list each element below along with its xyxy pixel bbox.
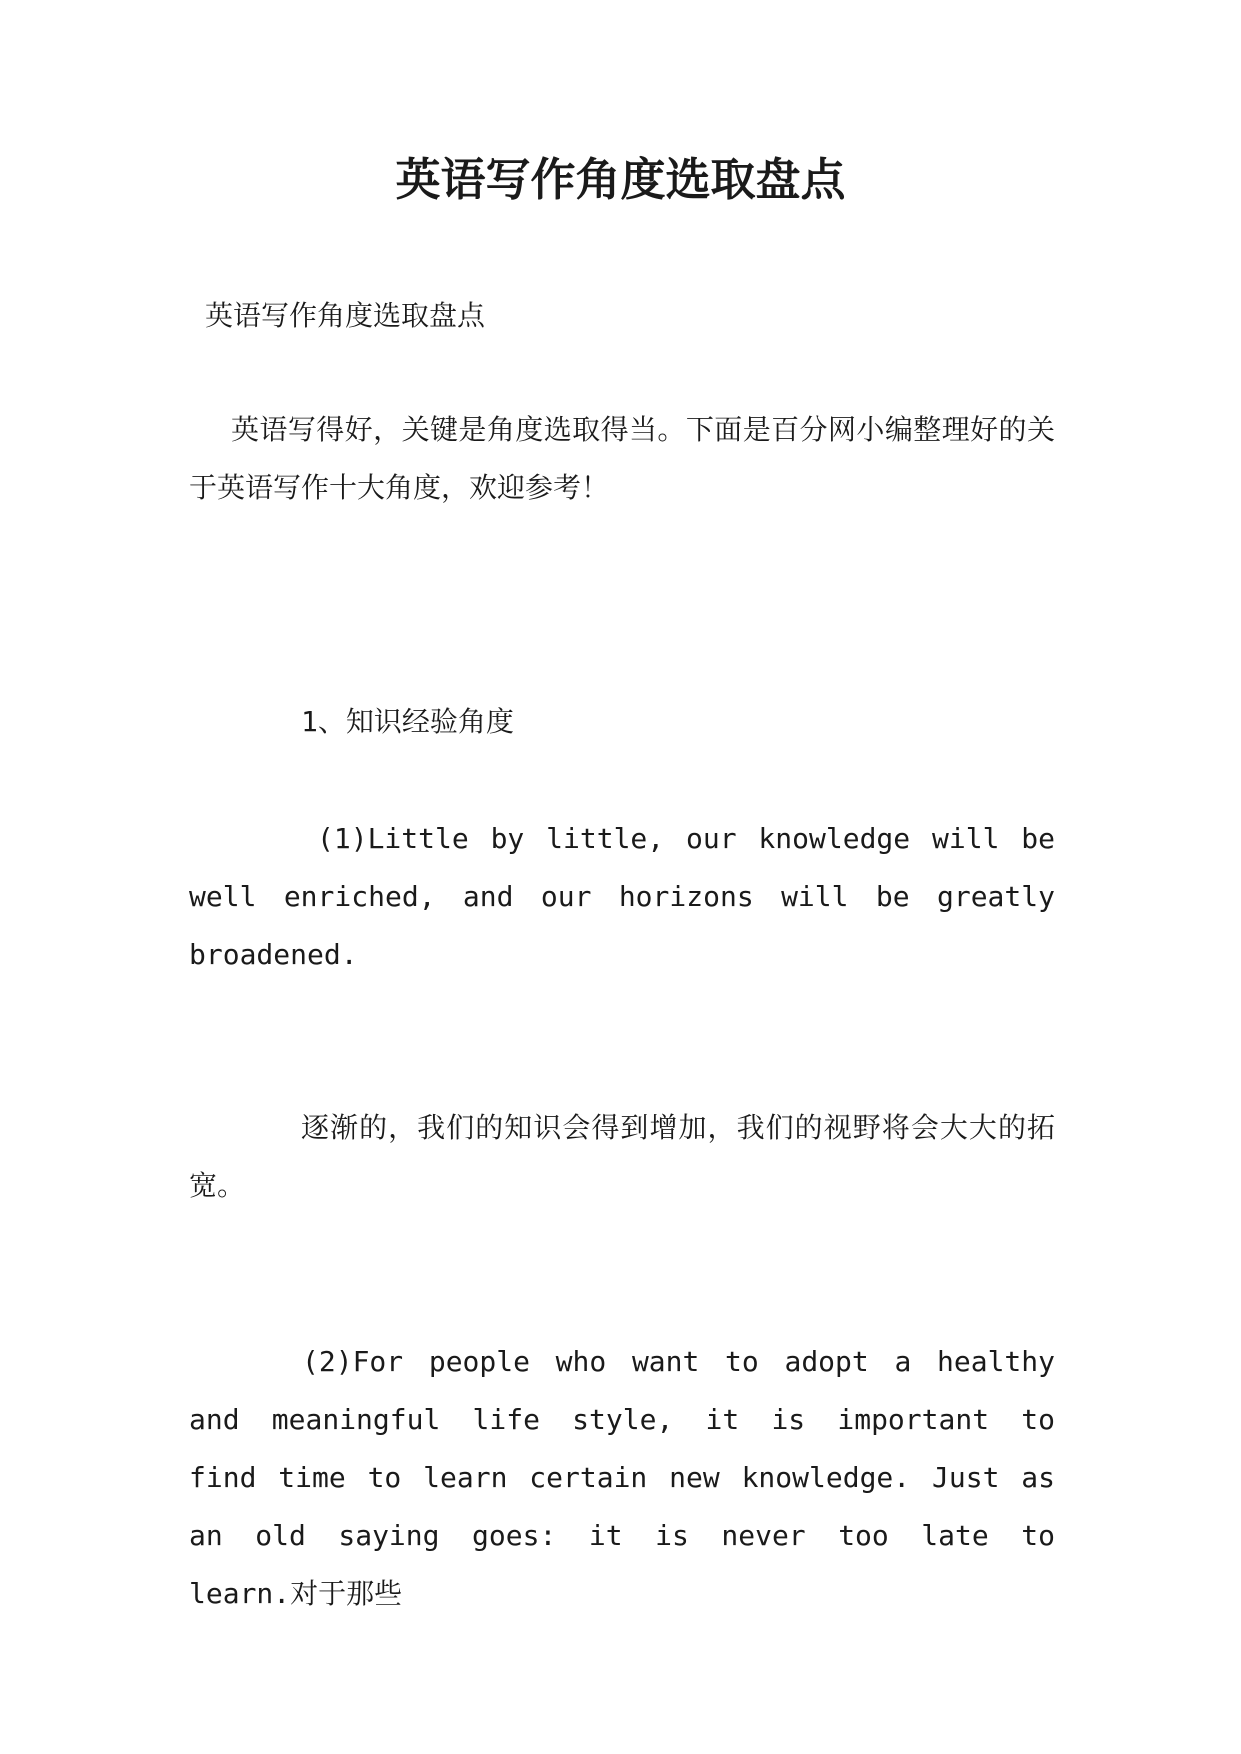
example-1-english: (1)Little by little, our knowledge will be well enriched, and our horizons will be greatly broadened. — [189, 822, 1055, 971]
document-title: 英语写作角度选取盘点 — [395, 153, 846, 206]
intro-paragraph: 英语写得好，关键是角度选取得当。下面是百分网小编整理好的关于英语写作十大角度，欢迎参考！ — [189, 413, 1055, 504]
example-1-chinese: 逐渐的，我们的知识会得到增加，我们的视野将会大大的拓宽。 — [189, 1111, 1055, 1202]
example-2-paragraph: (2)For people who want to adopt a healthy and meaningful life style, it is important to find time to learn certain new knowledge. Just as an old saying goes: it is never too late to learn.对于那些 — [189, 1345, 1055, 1610]
document-subtitle: 英语写作角度选取盘点 — [205, 299, 486, 332]
section-heading-1: 1、知识经验角度 — [301, 705, 514, 738]
